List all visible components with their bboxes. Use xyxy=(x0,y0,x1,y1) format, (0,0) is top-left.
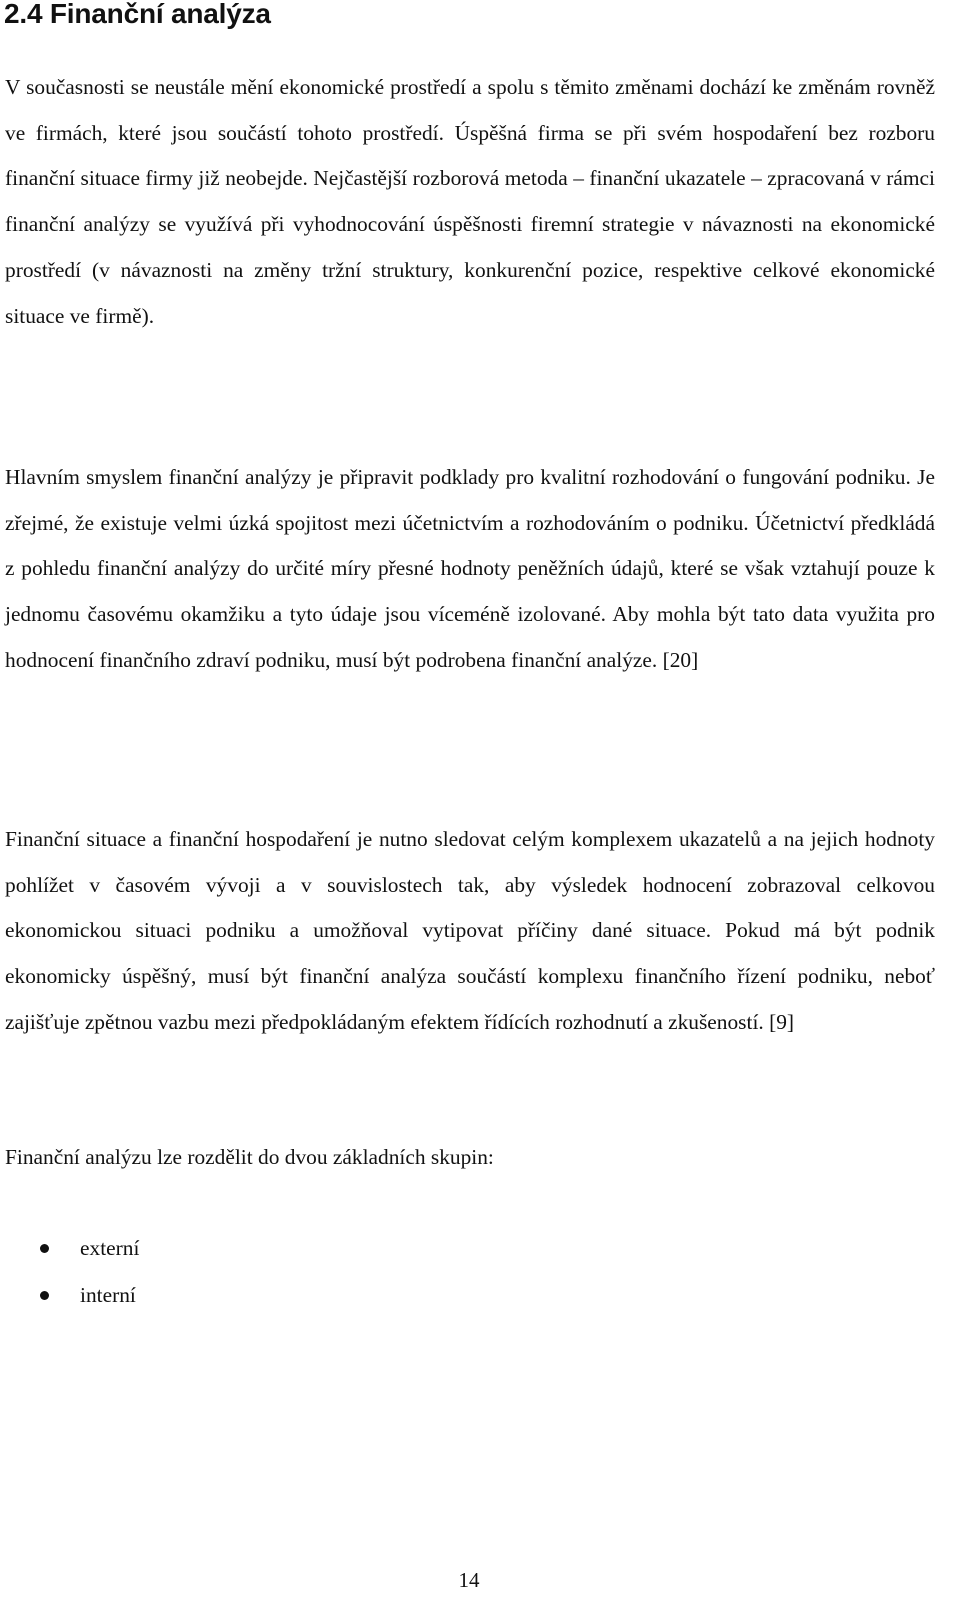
list-item xyxy=(0,1225,139,1272)
bullet-icon xyxy=(40,1291,49,1300)
paragraph-purpose: Hlavním smyslem finanční analýzy je připravit podklady pro kvalitní rozhodování o fungování podniku. Je zřejmé, že existuje velmi úzká spojitost mezi účetnictvím a rozhodováním o podniku. Účetnictví předkládá z pohledu finanční analýzy do určité míry přesné hodnoty peněžních údajů, které se však vztahují pouze k jednomu časovému okamžiku a tyto údaje jsou víceméně izolované. Aby mohla být tato data využita pro hodnocení finančního zdraví podniku, musí být podrobena finanční analýze. [20] xyxy=(5,465,935,672)
list-item xyxy=(0,1272,139,1319)
paragraph-division: Finanční analýzu lze rozdělit do dvou základních skupin: xyxy=(5,1145,494,1169)
paragraph-intro: V současnosti se neustále mění ekonomické prostředí a spolu s těmito změnami dochází ke změnám rovněž ve firmách, které jsou součástí tohoto prostředí. Úspěšná firma se při svém hospodaření bez rozboru finanční situace firmy již neobejde. Nejčastější rozborová metoda – finanční ukazatele – zpracovaná v rámci finanční analýzy se využívá při vyhodnocování úspěšnosti firemní strategie v návaznosti na ekonomické prostředí (v návaznosti na změny tržní struktury, konkurenční pozice, respektive celkové ekonomické situace ve firmě). xyxy=(5,75,935,328)
page-number: 14 xyxy=(458,1568,480,1592)
analysis-types-list xyxy=(0,1225,139,1319)
section-heading: 2.4 Finanční analýza xyxy=(4,0,271,29)
bullet-icon xyxy=(40,1244,49,1253)
list-item-label: interní xyxy=(80,1283,136,1307)
list-item-label: externí xyxy=(80,1236,140,1260)
paragraph-situation: Finanční situace a finanční hospodaření je nutno sledovat celým komplexem ukazatelů a na jejich hodnoty pohlížet v časovém vývoji a v souvislostech tak, aby výsledek hodnocení zobrazoval celkovou ekonomickou situaci podniku a umožňoval vytipovat příčiny dané situace. Pokud má být podnik ekonomicky úspěšný, musí být finanční analýza součástí komplexu finančního řízení podniku, neboť zajišťuje zpětnou vazbu mezi předpokládaným efektem řídících rozhodnutí a zkušeností. [9] xyxy=(5,827,935,1034)
